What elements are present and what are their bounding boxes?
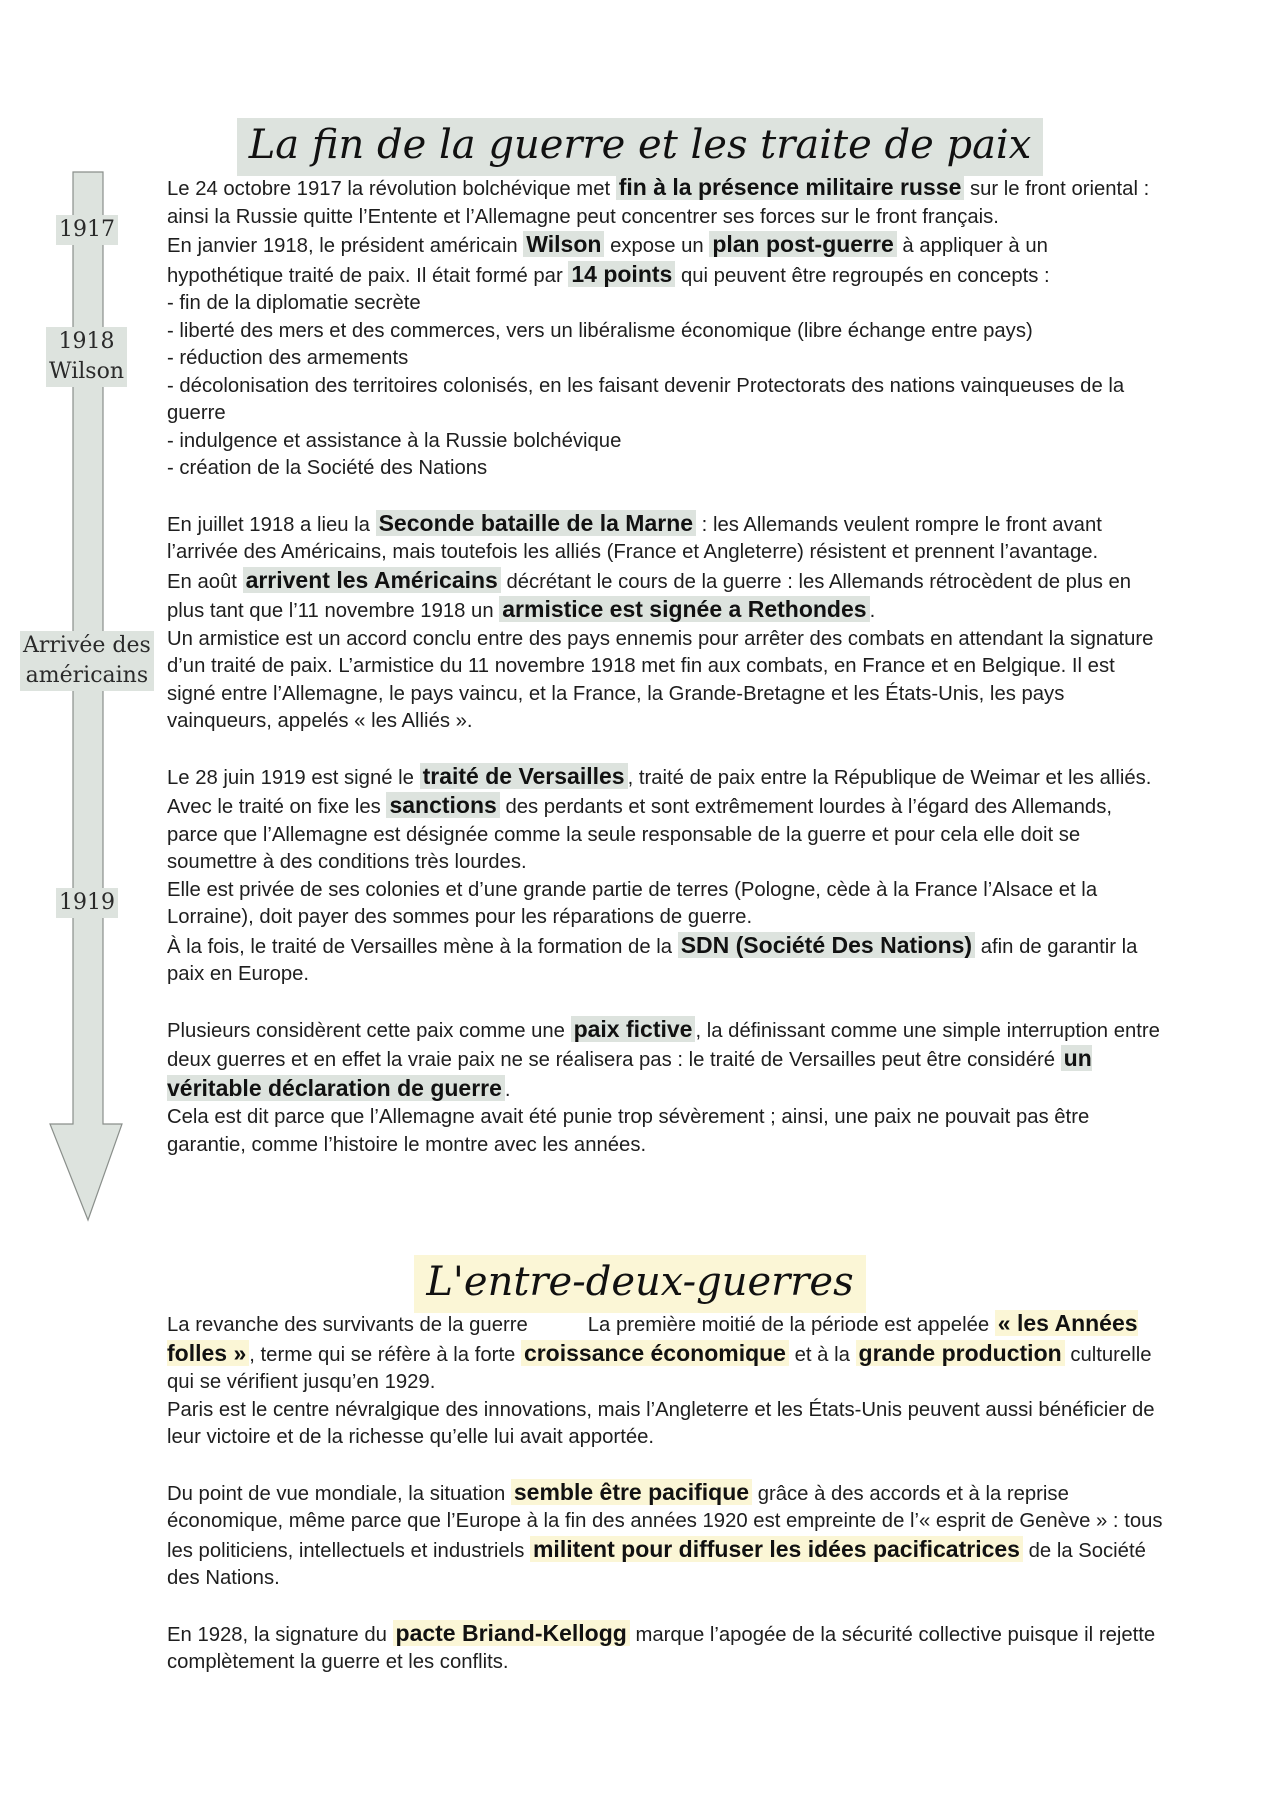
timeline-label-1917: 1917 [56,215,118,245]
title-interwar: L'entre-deux-guerres [0,1262,1280,1302]
paragraph: Du point de vue mondiale, la situation semble être pacifique grâce à des accords et à la reprise économique, même parce que l’Europe à la fin des années 1920 est empreinte de l’« esprit de Genève » : tous les politiciens, intellectuels et industriels militent pour diffuser les idées pacificatrices de la Société des Nations. [167,1478,1163,1589]
highlight: fin à la présence militaire russe [616,174,965,200]
timeline [0,0,160,1240]
title-war-end: La fin de la guerre et les traite de paix [0,125,1280,165]
paragraph: La revanche des survivants de la guerre La première moitié de la période est appelée « les Années folles » , terme qui se réfère à la forte croissance économique et à la grande production culturelle qui se vérifient jusqu’en 1929. [167,1310,1152,1393]
highlight: paix fictive [571,1016,696,1042]
list-item: - liberté des mers et des commerces, vers un libéralisme économique (libre échange entre pays) [167,319,1033,342]
highlight: pacte Briand-Kellogg [393,1620,630,1646]
paragraph: Cela est dit parce que l’Allemagne avait été punie trop sévèrement ; ainsi, une paix ne pouvait pas être garantie, comme l’histoire le montre avec les années. [167,1106,1090,1156]
list-item: - création de la Société des Nations [167,457,488,479]
highlight: plan post-guerre [709,231,896,257]
highlight: semble être pacifique [511,1479,752,1505]
highlight: croissance économique [521,1340,789,1366]
paragraph: À la fois, le traité de Versailles mène à la formation de la SDN (Société Des Nations) afin de garantir la paix en Europe. [167,931,1138,985]
highlight: « les Années folles » [167,1310,1138,1366]
list-item: - fin de la diplomatie secrète [167,292,421,314]
paragraph: En juillet 1918 a lieu la Seconde bataille de la Marne : les Allemands veulent rompre le front avant l’arrivée des Américains, mais toutefois les alliés (France et Angleterre) résistent et prennent l’avantage. [167,509,1102,563]
paragraph: En janvier 1918, le président américain Wilson expose un plan post-guerre à appliquer à un hypothétique traité de paix. Il était formé par 14 points qui peuvent être regroupés en concepts : [167,231,1050,287]
highlight: grande production [856,1340,1065,1366]
paragraph: Elle est privée de ses colonies et d’une grande partie de terres (Pologne, cède à la France l’Alsace et la Lorraine), doit payer des sommes pour les réparations de guerre. [167,878,1098,928]
highlight: Wilson [523,231,604,257]
list-item: - décolonisation des territoires colonisés, en les faisant devenir Protectorats des nations vainqueuses de la guerre [167,374,1125,424]
timeline-label-arrivee-americains: Arrivée des américains [20,631,154,691]
paragraph: En 1928, la signature du pacte Briand-Kellogg marque l’apogée de la sécurité collective puisque il rejette complètement la guerre et les conflits. [167,1619,1156,1673]
highlight: armistice est signée a Rethondes [499,596,869,622]
paragraph: Le 24 octobre 1917 la révolution bolchévique met fin à la présence militaire russe sur le front oriental : ainsi la Russie quitte l’Entente et l’Allemagne peut concentrer ses forces sur le front français. [167,174,1150,228]
highlight: Seconde bataille de la Marne [376,510,696,536]
highlight: 14 points [568,261,675,287]
highlight: SDN (Société Des Nations) [678,932,975,958]
paragraph: Plusieurs considèrent cette paix comme une paix fictive , la définissant comme une simple interruption entre deux guerres et en effet la vraie paix ne se réalisera pas : le traité de Versailles peut être considéré un véritable déclaration de guerre . [167,1015,1160,1101]
highlight: un véritable déclaration de guerre [167,1045,1092,1101]
highlight: militent pour diffuser les idées pacificatrices [530,1536,1023,1562]
timeline-label-1918-wilson: 1918 Wilson [46,327,127,387]
highlight: traité de Versailles [420,763,628,789]
timeline-arrow [0,0,160,1240]
highlight: sanctions [386,792,499,818]
list-item: - indulgence et assistance à la Russie bolchévique [167,429,622,452]
interwar-text [167,1310,1167,1677]
timeline-label-1919: 1919 [56,888,118,918]
paragraph: En août arrivent les Américains décrétant le cours de la guerre : les Allemands rétrocèdent de plus en plus tant que l’11 novembre 1918 un armistice est signée a Rethondes . [167,566,1132,622]
war-end-text [167,174,1167,1159]
paragraph: Le 28 juin 1919 est signé le traité de Versailles , traité de paix entre la République de Weimar et les alliés. Avec le traité on fixe les sanctions des perdants et sont extrêmement lourdes à l’égard des Allemands, parce que l’Allemagne est désignée comme la seule responsable de la guerre et pour cela elle doit se soumettre à des conditions très lourdes. [167,762,1152,873]
highlight: arrivent les Américains [243,567,501,593]
paragraph: Paris est le centre névralgique des innovations, mais l’Angleterre et les États-Unis peuvent aussi bénéficier de leur victoire et de la richesse qu’elle lui avait apportée. [167,1398,1155,1448]
paragraph: Un armistice est un accord conclu entre des pays ennemis pour arrêter des combats en attendant la signature d’un traité de paix. L’armistice du 11 novembre 1918 met fin aux combats, en France et en Belgique. Il est signé entre l’Allemagne, le pays vaincu, et la France, la Grande-Bretagne et les États-Unis, les pays vainqueurs, appelés « les Alliés ». [167,627,1154,732]
list-item: - réduction des armements [167,347,409,369]
